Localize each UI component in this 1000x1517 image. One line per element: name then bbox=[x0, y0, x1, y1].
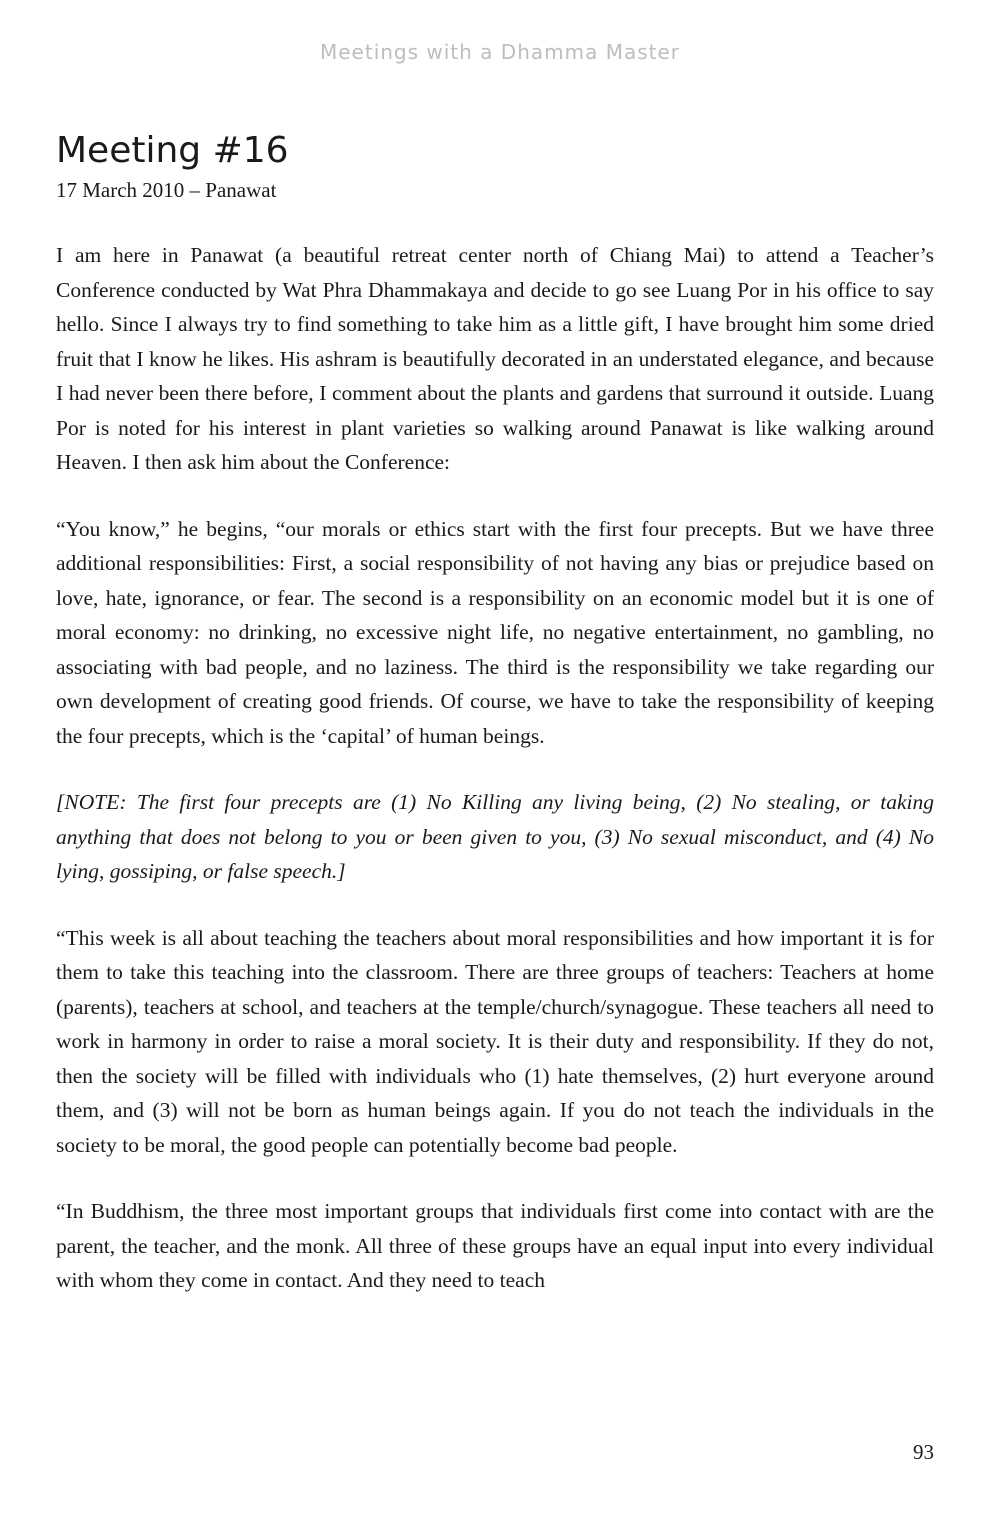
meeting-date-location: 17 March 2010 – Panawat bbox=[56, 178, 277, 202]
paragraph-note: [NOTE: The first four precepts are (1) No Killing any living being, (2) No stealing, or taking anything that does not belong to you or been given to you, (3) No sexual misconduct, and (4) No lying, gossiping, or false speech.] bbox=[56, 790, 934, 883]
page-number: 93 bbox=[913, 1440, 934, 1464]
paragraph-responsibilities: “You know,” he begins, “our morals or ethics start with the first four precepts. But we have three additional responsibilities: First, a social responsibility of not having any bias or prejudice based on love, hate, ignorance, or fear. The second is a responsibility on an economic model but it is one of moral economy: no drinking, no excessive night life, no negative entertainment, no gambling, no associating with bad people, and no laziness. The third is the responsibility we take regarding our own development of creating good friends. Of course, we have to take the responsibility of keeping the four precepts, which is the ‘capital’ of human beings. bbox=[56, 516, 934, 748]
running-header: Meetings with a Dhamma Master bbox=[319, 40, 681, 64]
paragraph-buddhism: “In Buddhism, the three most important groups that individuals first come into contact with are the parent, the teacher, and the monk. All three of these groups have an equal input into every individual with whom they come in contact. And they need to teach bbox=[56, 1199, 934, 1292]
meeting-title: Meeting #16 bbox=[56, 130, 289, 171]
paragraph-teachers: “This week is all about teaching the teachers about moral responsibilities and how important it is for them to take this teaching into the classroom. There are three groups of teachers: Teachers at home (parents), teachers at school, and teachers at the temple/church/synagogue. These teachers all need to work in harmony in order to raise a moral society. It is their duty and responsibility. If they do not, then the society will be filled with individuals who (1) hate themselves, (2) hurt everyone around them, and (3) will not be born as human beings again. If you do not teach the individuals in the society to be moral, the good people can potentially become bad people. bbox=[56, 925, 934, 1157]
body-text bbox=[56, 238, 934, 1330]
paragraph-intro: I am here in Panawat (a beautiful retreat center north of Chiang Mai) to attend a Teacher’s Conference conducted by Wat Phra Dhammakaya and decide to go see Luang Por in his office to say hello. Since I always try to find something to take him as a little gift, I have brought him some dried fruit that I know he likes. His ashram is beautifully decorated in an understated elegance, and because I had never been there before, I comment about the plants and gardens that surround it outside. Luang Por is noted for his interest in plant varieties so walking around Panawat is like walking around Heaven. I then ask him about the Conference: bbox=[56, 243, 934, 474]
